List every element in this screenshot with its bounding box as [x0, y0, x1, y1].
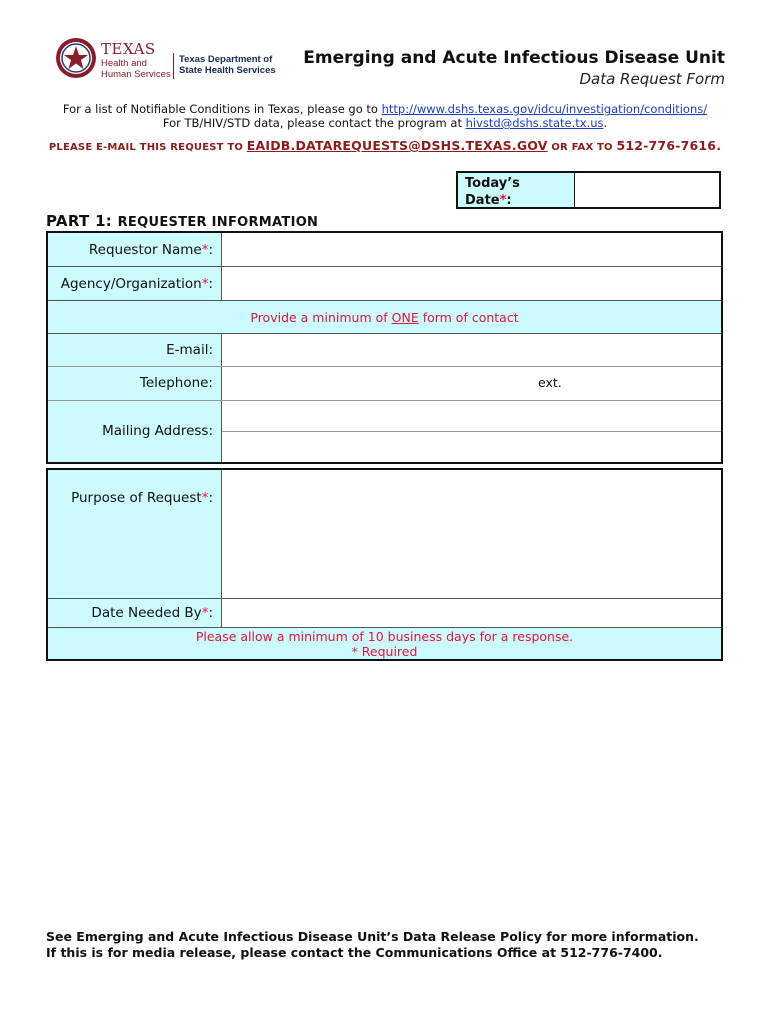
conditions-link[interactable]: http://www.dshs.texas.gov/idcu/investigation/conditions/ [381, 102, 708, 116]
telephone-label: Telephone: [48, 367, 222, 400]
purpose-field[interactable] [222, 470, 721, 598]
page-subtitle: Data Request Form [579, 70, 725, 88]
response-time-notice: Please allow a minimum of 10 business days for a response. * Required [48, 628, 721, 659]
agency-row [48, 267, 721, 300]
hivstd-email-link[interactable]: hivstd@dshs.state.tx.us [465, 116, 604, 130]
telephone-row [48, 367, 721, 400]
mailing-address-label: Mailing Address: [48, 401, 222, 462]
agency-field[interactable] [222, 267, 721, 300]
media-release-note: If this is for media release, please contact the Communications Office at 512-776-7400. [46, 945, 663, 960]
footer-notice [46, 929, 746, 961]
agency-label: Agency/Organization*: [48, 267, 222, 300]
todays-date-label: Today’s Date*: [458, 173, 575, 207]
texas-seal-icon [55, 37, 97, 79]
mailing-address-row [48, 401, 721, 462]
date-needed-field[interactable] [222, 599, 721, 627]
mailing-address-field[interactable] [222, 401, 721, 462]
purpose-label: Purpose of Request*: [48, 470, 222, 598]
logo-dshs-text: Texas Department of State Health Services [179, 54, 276, 76]
email-label: E-mail: [48, 334, 222, 366]
intro-line-tbhivstd: For TB/HIV/STD data, please contact the program at hivstd@dshs.state.tx.us. [162, 116, 608, 130]
fax-number: 512-776-7616. [616, 138, 722, 153]
request-details-table [46, 468, 723, 661]
requester-info-table [46, 231, 723, 464]
requestor-name-field[interactable] [222, 233, 721, 266]
submission-notice: PLEASE E-MAIL THIS REQUEST TO EAIDB.DATAREQUESTS@DSHS.TEXAS.GOV OR FAX TO 512-776-7616. [48, 138, 722, 153]
required-legend: * Required [351, 644, 418, 659]
part1-heading: PART 1: REQUESTER INFORMATION [46, 212, 319, 230]
contact-notice: Provide a minimum of ONE form of contact [48, 301, 721, 333]
logo-texas-text: TEXAS [101, 40, 156, 58]
requestor-name-row [48, 233, 721, 266]
telephone-field[interactable] [222, 367, 721, 400]
submission-email-link[interactable]: EAIDB.DATAREQUESTS@DSHS.TEXAS.GOV [246, 138, 548, 153]
page-title: Emerging and Acute Infectious Disease Unit [303, 48, 725, 68]
intro-line-conditions: For a list of Notifiable Conditions in Texas, please go to http://www.dshs.texas.gov/idcu/investigation/conditions/ [62, 102, 708, 116]
email-row [48, 334, 721, 366]
address-line-divider [222, 431, 721, 432]
purpose-row [48, 470, 721, 598]
logo-divider [173, 53, 174, 79]
date-needed-row [48, 599, 721, 627]
dshs-logo [55, 37, 285, 87]
email-field[interactable] [222, 334, 721, 366]
todays-date-box [456, 171, 721, 209]
requestor-name-label: Requestor Name*: [48, 233, 222, 266]
data-release-policy-note: See Emerging and Acute Infectious Disease Unit’s Data Release Policy for more information. [46, 929, 699, 944]
date-needed-label: Date Needed By*: [48, 599, 222, 627]
todays-date-field[interactable] [575, 173, 719, 207]
logo-hhs-text: Health and Human Services [101, 58, 171, 80]
ext-label: ext. [538, 375, 562, 390]
